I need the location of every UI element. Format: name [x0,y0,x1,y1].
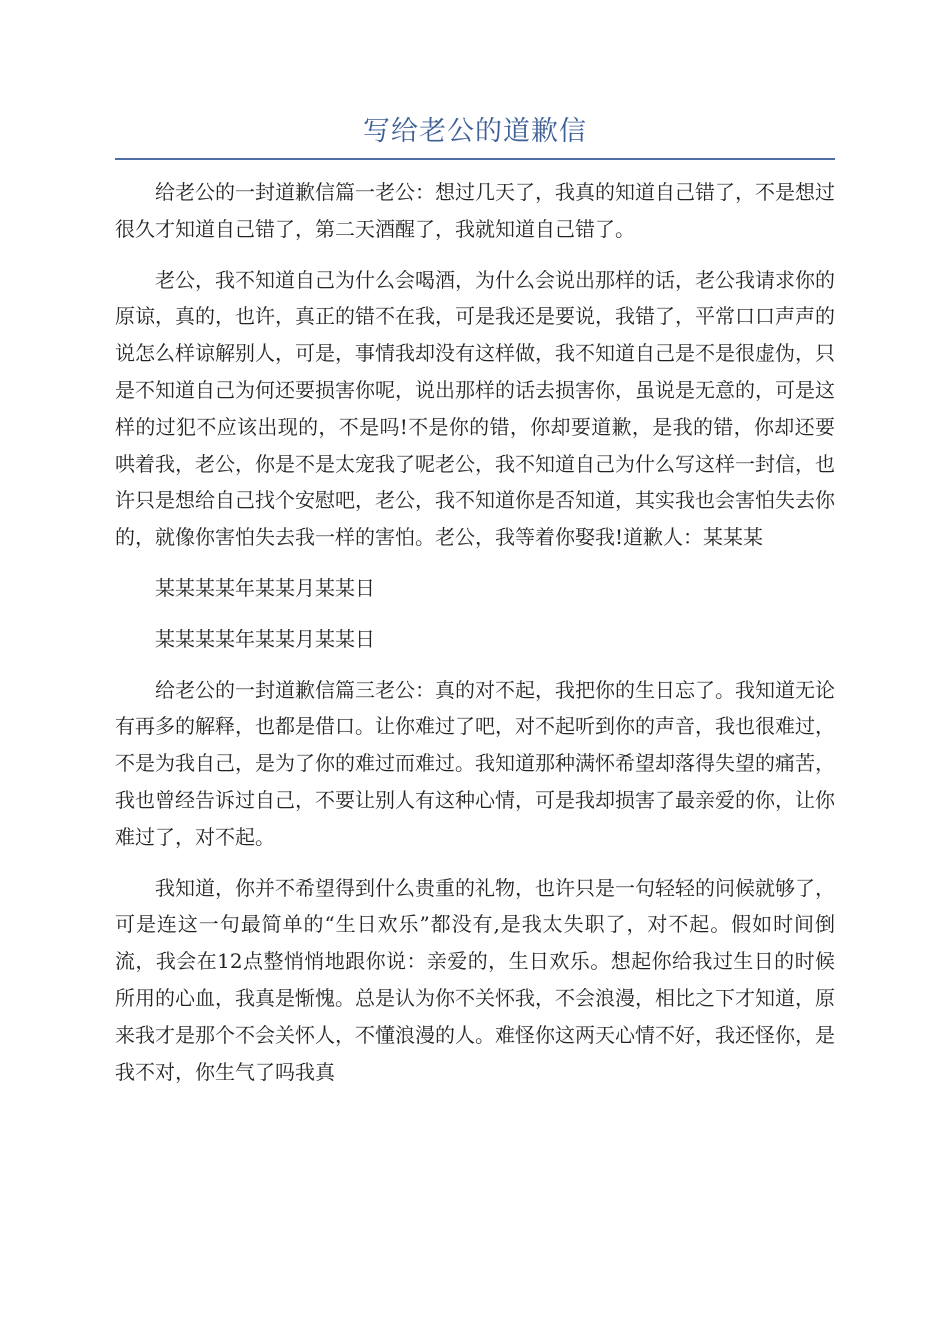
paragraph-4: 我知道，你并不希望得到什么贵重的礼物，也许只是一句轻轻的问候就够了，可是连这一句最简单的“生日欢乐”都没有,是我太失职了，对不起。假如时间倒流，我会在12点整悄悄地跟你说：亲爱的，生日欢乐。想起你给我过生日的时候所用的心血，我真是惭愧。总是认为你不关怀我，不会浪漫，相比之下才知道，原来我才是那个不会关怀人，不懂浪漫的人。难怪你这两天心情不好，我还怪你，是我不对，你生气了吗我真 [115,875,835,1084]
date-line-2: 某某某某年某某月某某日 [155,626,375,651]
paragraph-1: 给老公的一封道歉信篇一老公：想过几天了，我真的知道自己错了，不是想过很久才知道自己错了，第二天酒醒了，我就知道自己错了。 [115,180,835,241]
paragraph-2: 老公，我不知道自己为什么会喝酒，为什么会说出那样的话，老公我请求你的原谅，真的，也许，真正的错不在我，可是我还是要说，我错了，平常口口声声的说怎么样谅解别人，可是，事情我却没有这样做，我不知道自己是不是很虚伪，只是不知道自己为何还要损害你呢，说出那样的话去损害你，虽说是无意的，可是这样的过犯不应该出现的，不是吗!不是你的错，你却要道歉，是我的错，你却还要哄着我，老公，你是不是太宠我了呢老公，我不知道自己为什么写这样一封信，也许只是想给自己找个安慰吧，老公，我不知道你是否知道，其实我也会害怕失去你的，就像你害怕失去我一样的害怕。老公，我等着你娶我!道歉人：某某某 [115,267,835,550]
document-title: 写给老公的道歉信 [363,116,587,147]
paragraph-3: 给老公的一封道歉信篇三老公：真的对不起，我把你的生日忘了。我知道无论有再多的解释，也都是借口。让你难过了吧，对不起听到你的声音，我也很难过，不是为我自己，是为了你的难过而难过。我知道那种满怀希望却落得失望的痛苦，我也曾经告诉过自己，不要让别人有这种心情，可是我却损害了最亲爱的你，让你难过了，对不起。 [115,677,835,849]
title-section [115,112,835,160]
date-line-1: 某某某某年某某月某某日 [155,575,375,600]
document-body [115,174,835,1104]
